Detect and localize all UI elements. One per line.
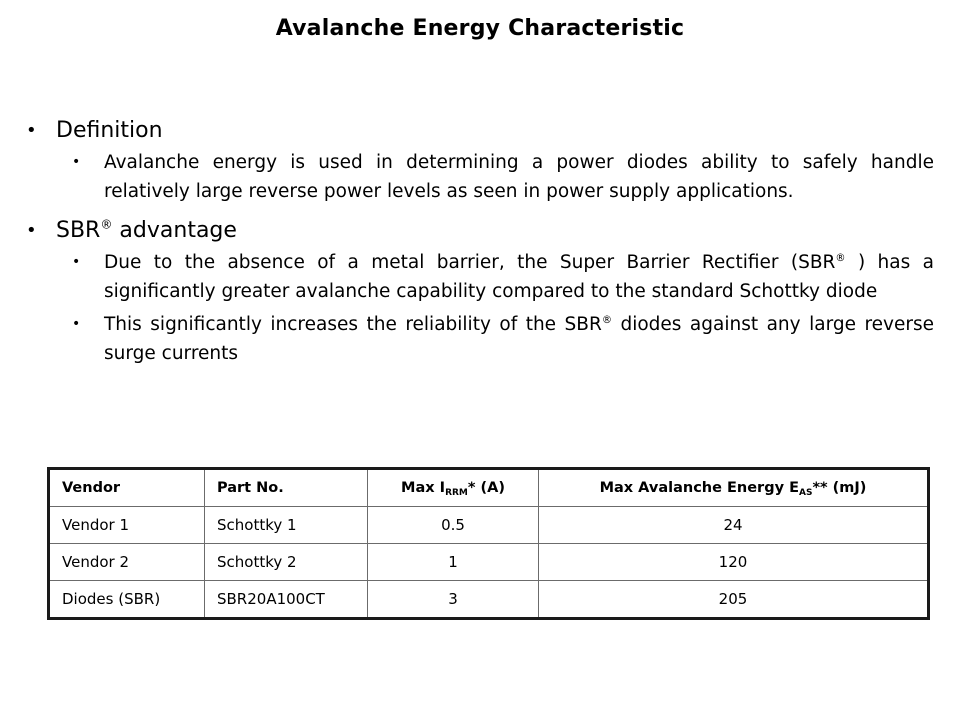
cell-part-no: SBR20A100CT: [205, 581, 368, 619]
table-header-row: [49, 469, 929, 507]
header-subscript: RRM: [445, 488, 468, 499]
bullet-icon: •: [72, 154, 81, 170]
registered-mark: ®: [601, 314, 612, 326]
bullet-icon: •: [72, 254, 81, 270]
cell-irrm: 3: [368, 581, 539, 619]
cell-vendor: Vendor 1: [49, 507, 205, 544]
header-text: Max Avalanche Energy E: [599, 480, 799, 496]
registered-mark: ®: [835, 252, 846, 264]
bullet-definition: [26, 116, 934, 146]
avalanche-comparison-table: [47, 467, 930, 620]
bullet-label: Definition: [56, 118, 163, 143]
sub-bullet-text: Due to the absence of a metal barrier, the Super Barrier Rectifier (SBR: [104, 252, 836, 273]
bullet-icon: •: [26, 120, 37, 141]
sub-bullet-reliability: [26, 310, 934, 368]
cell-eas: 24: [539, 507, 929, 544]
bullet-icon: •: [72, 316, 81, 332]
header-text: ** (mJ): [812, 480, 867, 496]
sub-bullet-definition: [26, 148, 934, 206]
cell-part-no: Schottky 1: [205, 507, 368, 544]
bullet-label-prefix: SBR: [56, 218, 101, 243]
table-row: [49, 507, 929, 544]
header-max-eas: [539, 469, 929, 507]
header-max-irrm: [368, 469, 539, 507]
header-text: * (A): [467, 480, 505, 496]
bullet-list: [26, 116, 934, 372]
cell-eas: 205: [539, 581, 929, 619]
bullet-icon: •: [26, 220, 37, 241]
sub-bullet-metal-barrier: [26, 248, 934, 306]
cell-irrm: 1: [368, 544, 539, 581]
header-vendor: Vendor: [49, 469, 205, 507]
table-row: [49, 581, 929, 619]
cell-part-no: Schottky 2: [205, 544, 368, 581]
cell-vendor: Diodes (SBR): [49, 581, 205, 619]
registered-mark: ®: [100, 217, 113, 232]
header-subscript: AS: [799, 488, 813, 499]
slide-title: Avalanche Energy Characteristic: [275, 16, 685, 41]
cell-irrm: 0.5: [368, 507, 539, 544]
bullet-sbr-advantage: [26, 216, 934, 246]
sub-bullet-text: diodes against any large reverse surge currents: [104, 314, 934, 364]
cell-vendor: Vendor 2: [49, 544, 205, 581]
cell-eas: 120: [539, 544, 929, 581]
sub-bullet-text: Avalanche energy is used in determining a power diodes ability to safely handle relatively large reverse power levels as seen in power supply applications.: [104, 152, 934, 202]
sub-bullet-text: This significantly increases the reliability of the SBR: [104, 314, 602, 335]
header-text: Max I: [401, 480, 446, 496]
header-part-no: Part No.: [205, 469, 368, 507]
table-row: [49, 544, 929, 581]
sub-bullet-text: ) has a significantly greater avalanche capability compared to the standard Schottky diode: [104, 252, 934, 302]
bullet-label-suffix: advantage: [112, 218, 237, 243]
